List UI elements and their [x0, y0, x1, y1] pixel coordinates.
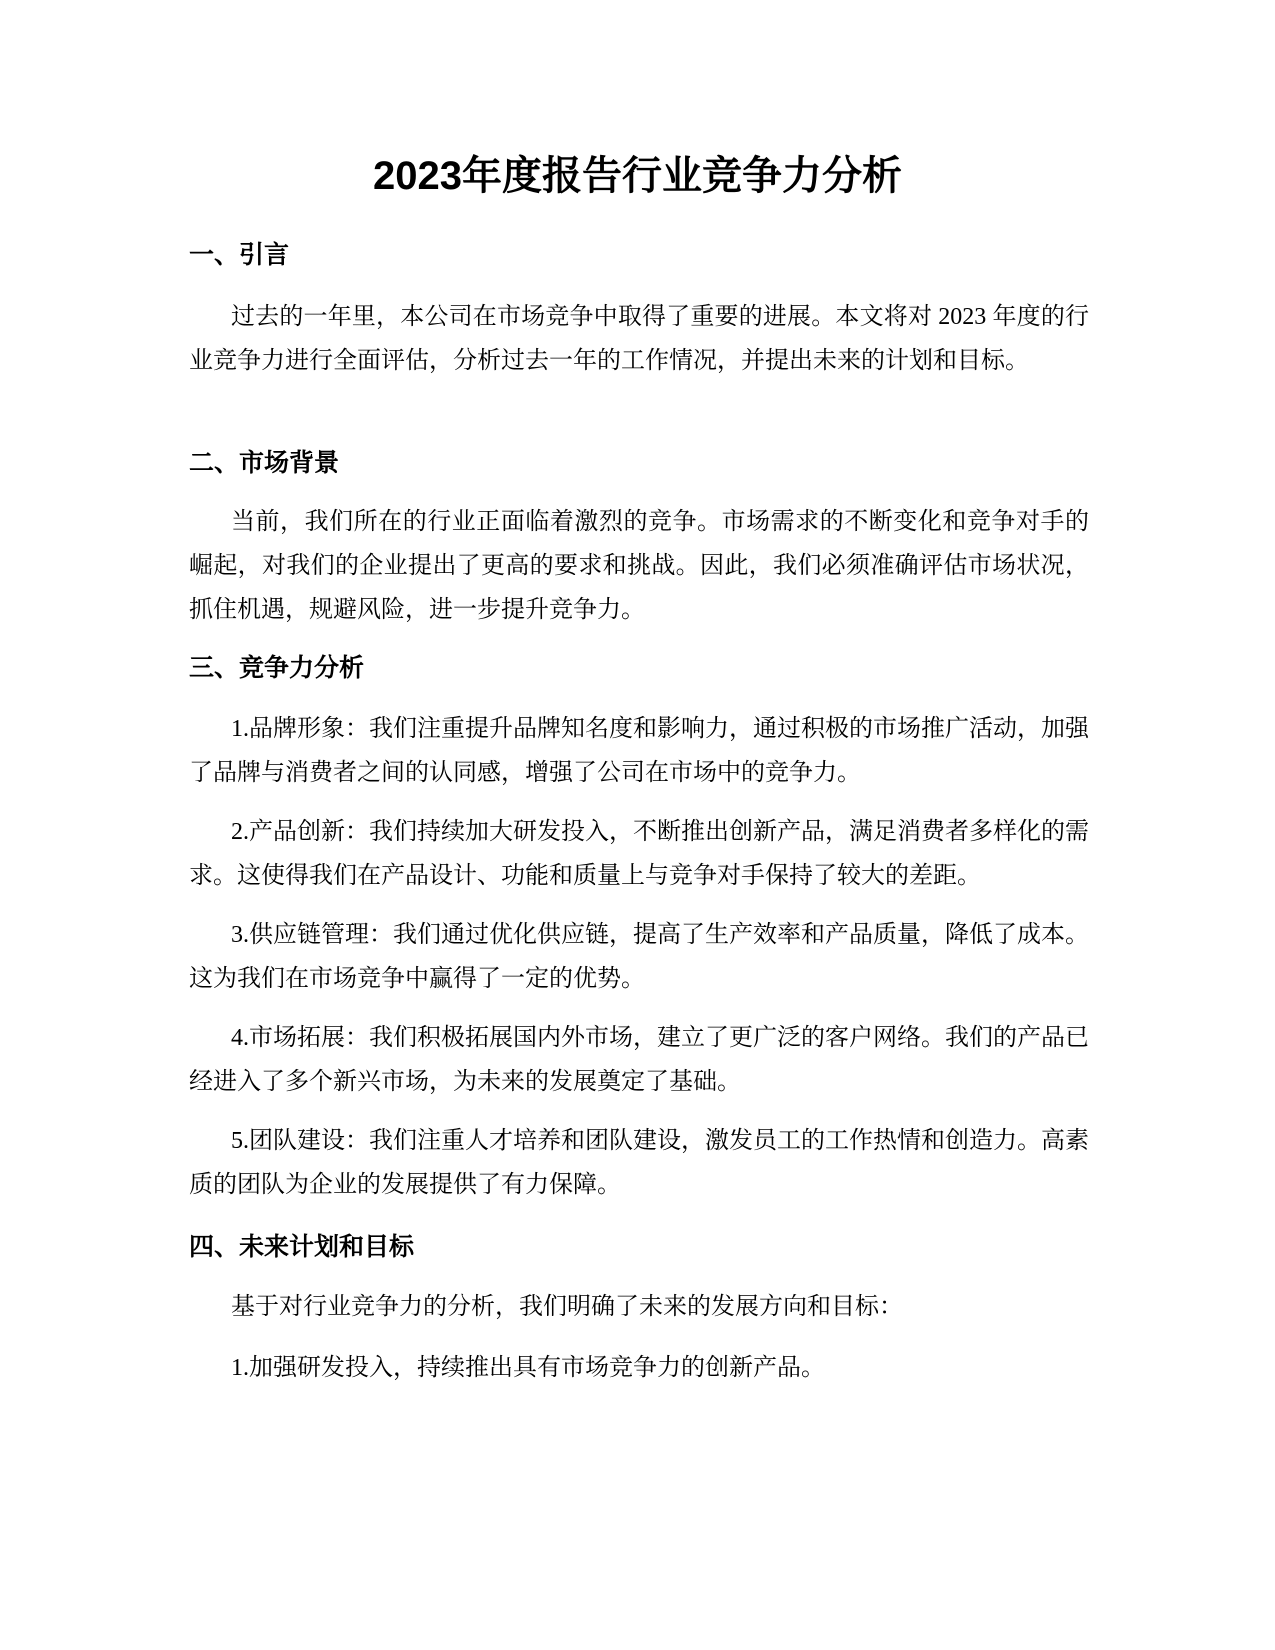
section-heading-future-plans: 四、未来计划和目标 — [189, 1233, 415, 1261]
section-heading-competitiveness-analysis: 三、竞争力分析 — [189, 654, 365, 682]
section-heading-introduction: 一、引言 — [189, 241, 290, 269]
future-plans-intro: 基于对行业竞争力的分析，我们明确了未来的发展方向和目标： — [231, 1294, 903, 1320]
section-heading-market-background: 二、市场背景 — [189, 449, 340, 477]
market-background-paragraph: 当前，我们所在的行业正面临着激烈的竞争。市场需求的不断变化和竞争对手的崛起，对我们的企业提出了更高的要求和挑战。因此，我们必须准确评估市场状况，抓住机遇，规避风险，进一步提升竞争力。 — [189, 509, 1089, 623]
introduction-paragraph: 过去的一年里，本公司在市场竞争中取得了重要的进展。本文将对 2023 年度的行业竞争力进行全面评估，分析过去一年的工作情况，并提出未来的计划和目标。 — [189, 304, 1089, 374]
competitiveness-item-product: 2.产品创新：我们持续加大研发投入，不断推出创新产品，满足消费者多样化的需求。这使得我们在产品设计、功能和质量上与竞争对手保持了较大的差距。 — [189, 819, 1089, 889]
competitiveness-item-market-expansion: 4.市场拓展：我们积极拓展国内外市场，建立了更广泛的客户网络。我们的产品已经进入了多个新兴市场，为未来的发展奠定了基础。 — [189, 1025, 1089, 1095]
competitiveness-item-supply-chain: 3.供应链管理：我们通过优化供应链，提高了生产效率和产品质量，降低了成本。这为我们在市场竞争中赢得了一定的优势。 — [189, 922, 1089, 992]
document-title: 2023年度报告行业竞争力分析 — [373, 154, 902, 198]
competitiveness-item-team: 5.团队建设：我们注重人才培养和团队建设，激发员工的工作热情和创造力。高素质的团队为企业的发展提供了有力保障。 — [189, 1128, 1089, 1198]
competitiveness-item-brand: 1.品牌形象：我们注重提升品牌知名度和影响力，通过积极的市场推广活动，加强了品牌与消费者之间的认同感，增强了公司在市场中的竞争力。 — [189, 716, 1089, 786]
future-plans-item-1: 1.加强研发投入，持续推出具有市场竞争力的创新产品。 — [231, 1355, 825, 1381]
